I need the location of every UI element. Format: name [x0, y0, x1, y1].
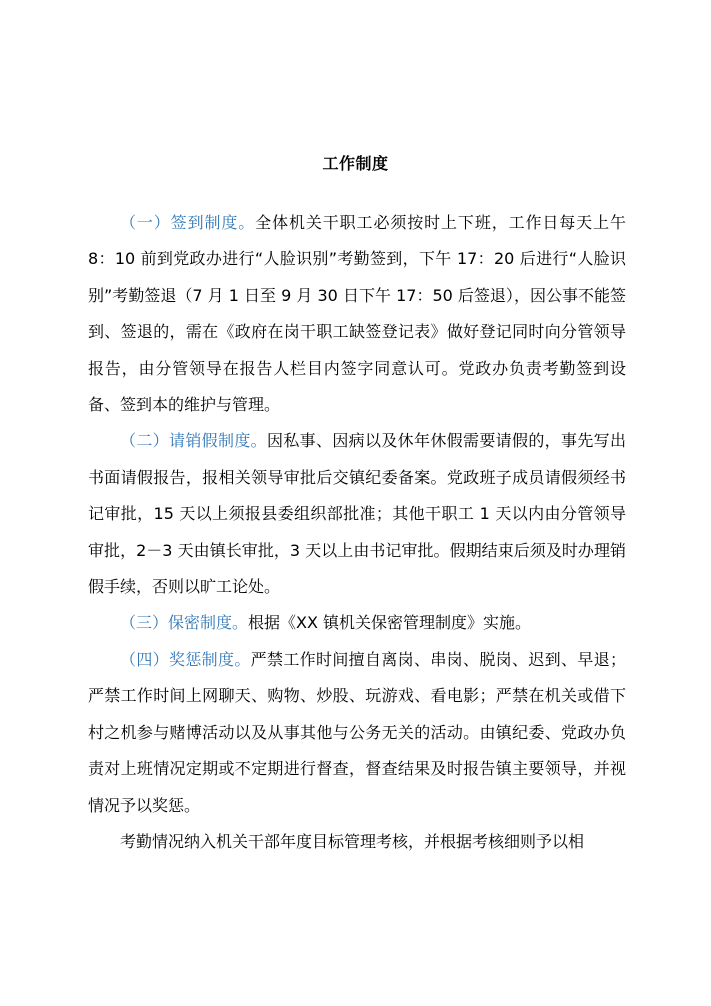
paragraph-text: 全体机关干职工必须按时上下班，工作日每天上午 8：10 前到党政办进行“人脸识别”考勤签到，下午 17：20 后进行“人脸识别”考勤签退（7 月 1 日至 9 月 30 日下午 17：50 后签退），因公事不能签到、签退的，需在《政府在岗干职工缺签登记表》做好登记同时向分管领导报告，由分管领导在报告人栏目内签字同意认可。党政办负责考勤签到设备、签到本的维护与管理。 — [88, 213, 626, 415]
document-title: 工作制度 — [322, 154, 389, 173]
paragraph-leave-system — [88, 423, 626, 605]
paragraph-heading: （一）签到制度。 — [120, 213, 256, 232]
paragraph-text: 因私事、因病以及休年休假需要请假的，事先写出书面请假报告，报相关领导审批后交镇纪委备案。党政班子成员请假须经书记审批，15 天以上须报县委组织部批准；其他干职工 1 天以内由分管领导审批，2－3 天由镇长审批，3 天以上由书记审批。假期结束后须及时办理销假手续，否则以旷工论处。 — [88, 431, 626, 597]
paragraph-text: 考勤情况纳入机关干部年度目标管理考核，并根据考核细则予以相 — [120, 831, 585, 851]
document-body — [88, 205, 626, 860]
paragraph-text: 根据《XX 镇机关保密管理制度》实施。 — [248, 613, 532, 633]
paragraph-text: 严禁工作时间擅自离岗、串岗、脱岗、迟到、早退；严禁工作时间上网聊天、购物、炒股、玩游戏、看电影；严禁在机关或借下村之机参与赌博活动以及从事其他与公务无关的活动。由镇纪委、党政办负责对上班情况定期或不定期进行督查，督查结果及时报告镇主要领导，并视情况予以奖惩。 — [88, 649, 626, 815]
paragraph-heading: （二）请销假制度。 — [120, 431, 267, 451]
paragraph-heading: （四）奖惩制度。 — [120, 649, 251, 669]
paragraph-confidentiality-system — [88, 605, 626, 641]
paragraph-attendance-assessment — [88, 824, 626, 860]
paragraph-sign-in-system — [88, 205, 626, 423]
paragraph-reward-penalty-system — [88, 642, 626, 824]
paragraph-heading: （三）保密制度。 — [120, 613, 249, 633]
